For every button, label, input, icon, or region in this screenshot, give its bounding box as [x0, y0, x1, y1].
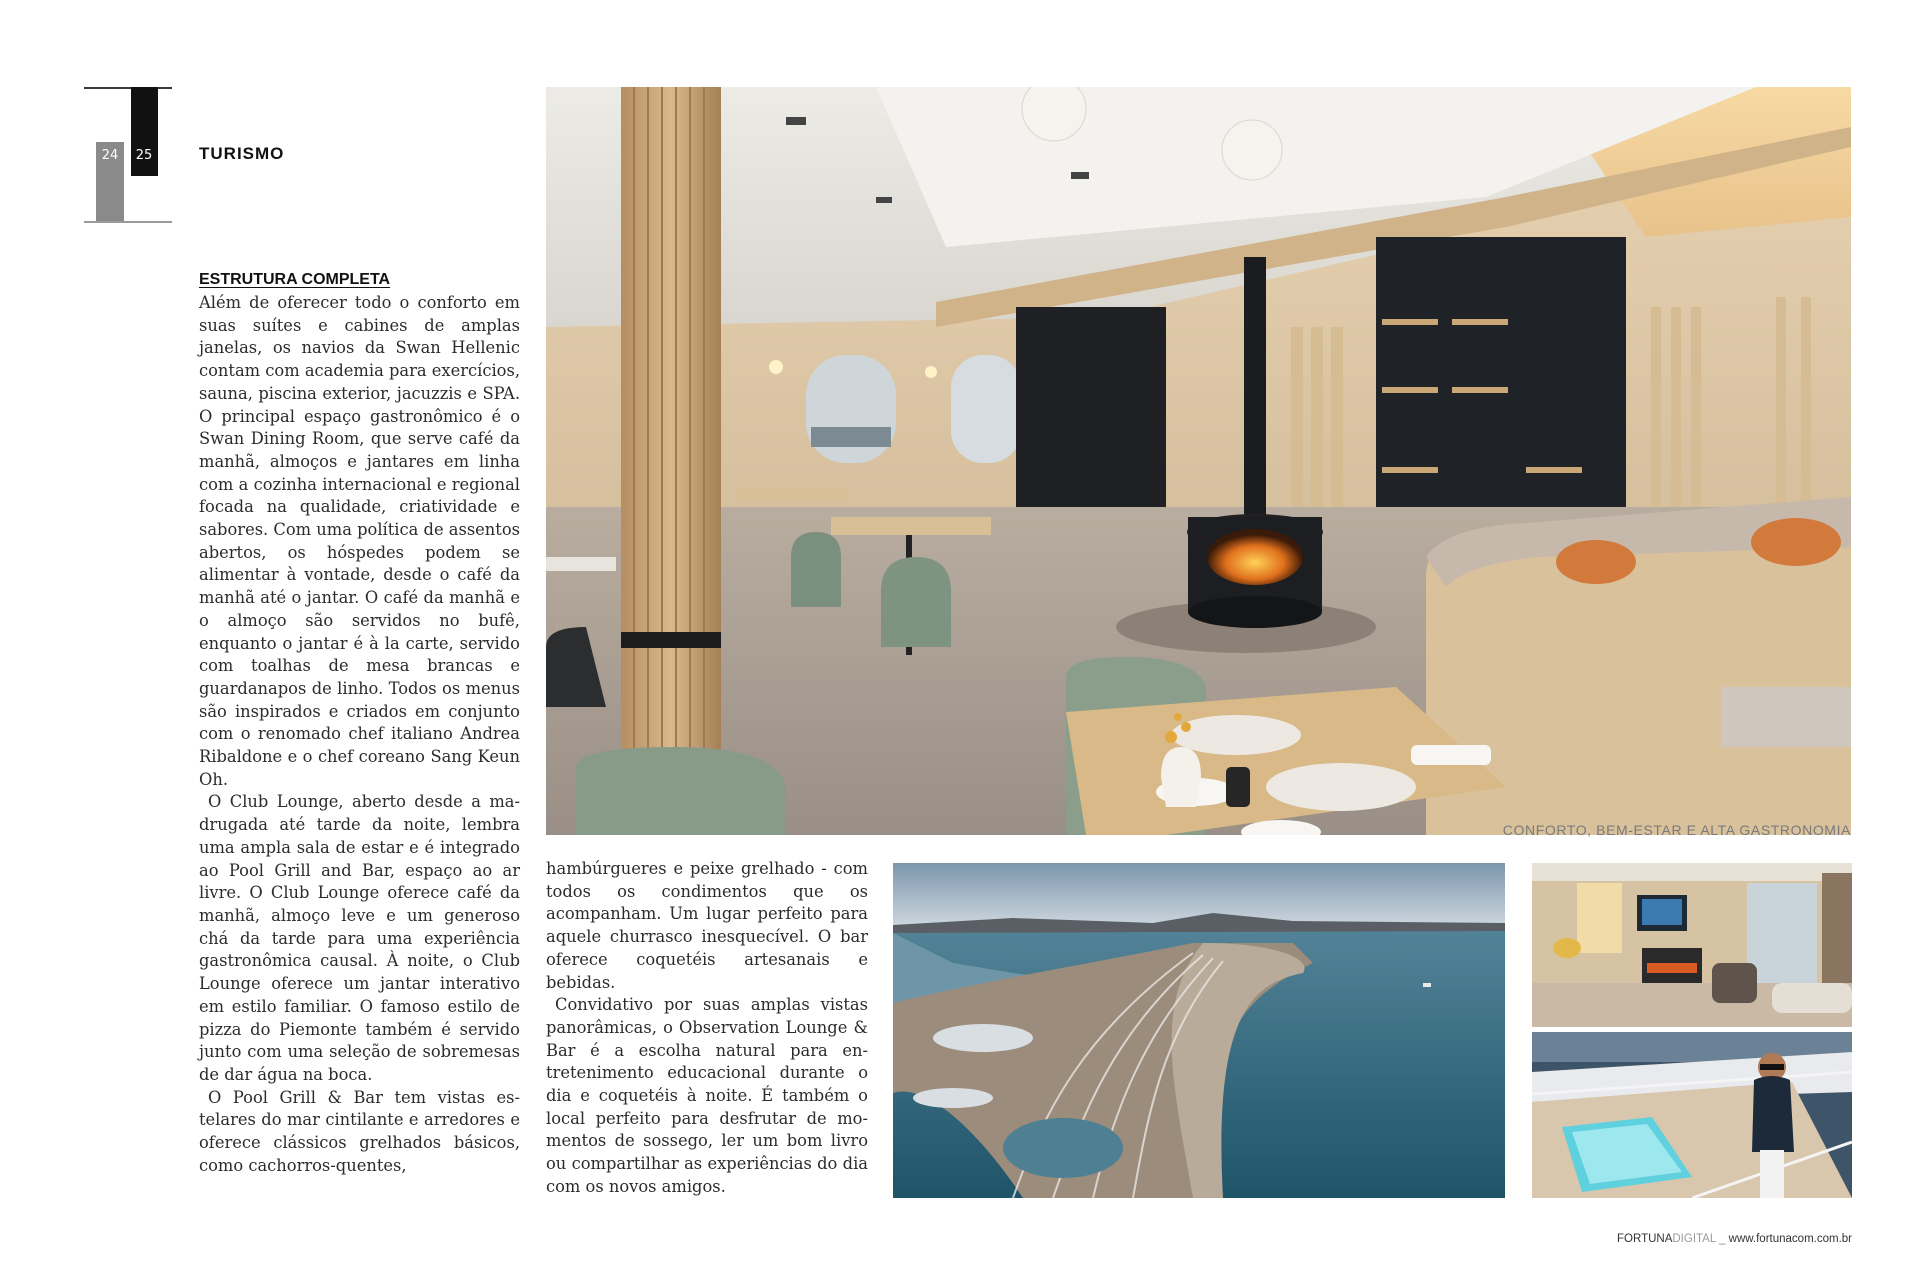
pool-deck-photo [1532, 1032, 1852, 1198]
photo-caption: CONFORTO, BEM-ESTAR E ALTA GASTRONOMIA [1502, 822, 1851, 838]
article-column-2 [546, 858, 868, 1199]
article-paragraph: Além de oferecer todo o conforto em suas suítes e cabines de amplas janelas, os navios da Swan Hellenic contam com academia para exercícios, sauna, piscina exterior, jacuzzis e SPA. O principal espaço gastronômico é o Swan Dining Room, que serve café da manhã, almoços e jantares em linha com a cozinha internacional e regional focada na qualidade, criatividade e sabores. Com uma política de assentos abertos, os hóspedes podem se alimentar à vontade, desde o café da manhã até o jantar. O café da manhã e o almoço são servidos no bufê, enquanto o jantar é à la carte, servido com toalhas de mesa brancas e guardanapos de linho. Todos os menus são inspirados e criados em conjunto com o renomado chef italiano Andrea Ribaldone e o chef coreano Sang Keun Oh. [199, 293, 520, 789]
article-paragraph: Convidativo por suas amplas vistas panorâmicas, o Observation Lounge & Bar é a escolha natural para entretenimento educacional durante o dia e coquetéis à noite. É também o local perfeito para desfrutar de momentos de sossego, ler um bom livro ou compartilhar as experiências do dia com os novos amigos. [546, 995, 868, 1196]
article-column-1 [199, 270, 520, 1177]
footer-url[interactable]: www.fortunacom.com.br [1728, 1233, 1852, 1245]
article-paragraph: O Pool Grill & Bar tem vistas estelares do mar cintilante e arredores e oferece clássicos grelhados básicos, como cachorros-quentes, [199, 1087, 520, 1175]
page-tab-top-rule [84, 87, 172, 89]
page-tab-bottom-rule [84, 221, 172, 223]
footer-separator: _ [1719, 1233, 1726, 1245]
page-number-left: 24 [101, 148, 119, 163]
page-number-right: 25 [135, 148, 153, 163]
aerial-landscape-photo [893, 863, 1505, 1198]
article-paragraph: hambúrgueres e peixe grelhado - com todos os condimentos que os acompanham. Um lugar perfeito para aquele churrasco inesquecível. O bar oferece coquetéis artesanais e bebidas. [546, 859, 868, 992]
article-paragraph: O Club Lounge, aberto desde a madrugada até tarde da noite, lembra uma ampla sala de estar e é integrado ao Pool Grill and Bar, espaço ao ar livre. O Club Lounge oferece café da manhã, almoço leve e um generoso chá da tarde para uma experiência gastronômica causal. À noite, o Club Lounge oferece um jantar interativo em estilo familiar. O famoso estilo de pizza do Piemonte também é servido junto com uma seleção de sobremesas de dar água na boca. [199, 792, 520, 1084]
suite-interior-photo [1532, 863, 1852, 1027]
footer-brand-bold: FORTUNA [1617, 1233, 1673, 1245]
dining-room-photo [546, 87, 1851, 835]
section-label: TURISMO [199, 144, 285, 163]
page-footer [1400, 1233, 1852, 1245]
footer-brand-light: DIGITAL [1672, 1233, 1716, 1245]
article-heading: ESTRUTURA COMPLETA [199, 271, 391, 288]
